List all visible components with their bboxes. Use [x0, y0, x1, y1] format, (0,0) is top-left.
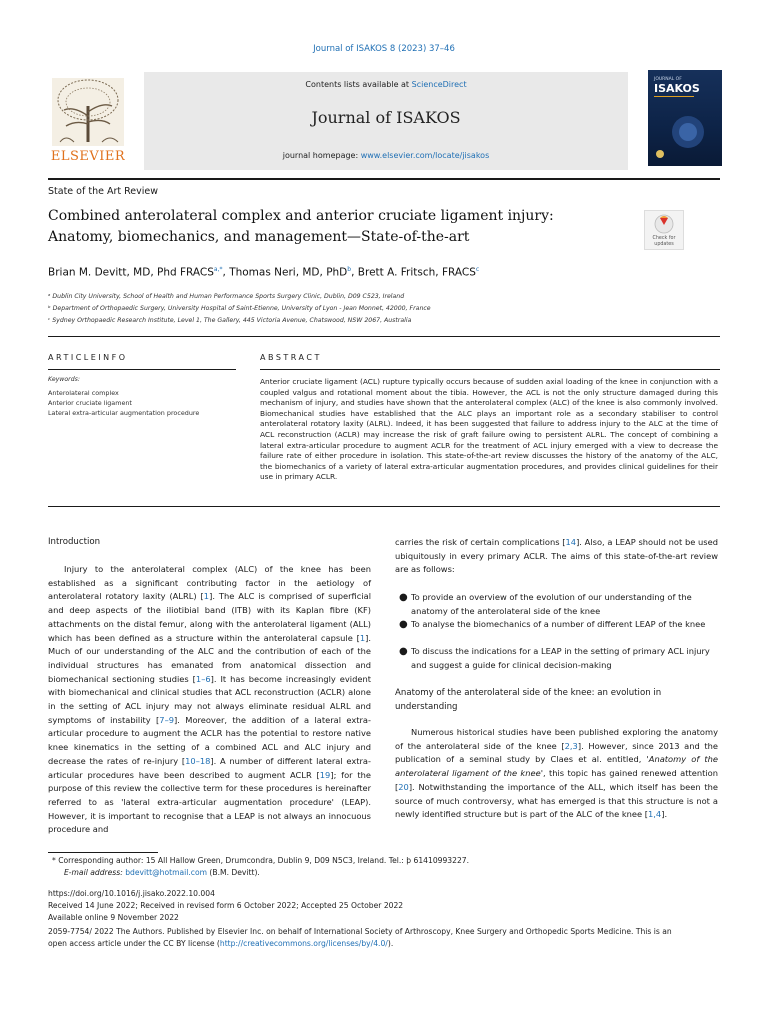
article-type: State of the Art Review	[48, 186, 158, 197]
affiliation-divider	[48, 336, 720, 337]
author-name: Thomas Neri, MD, PhD	[229, 266, 348, 279]
text-run: ].	[661, 809, 668, 820]
text-run: carries the risk of certain complications [	[395, 537, 566, 547]
journal-cover-image	[648, 70, 722, 166]
affiliation-c: ᶜ Sydney Orthopaedic Research Institute, Level 1, The Gallery, 445 Victoria Avenue, Chatswood, NSW 2067, Australia	[48, 317, 412, 324]
citation-link[interactable]: 7–9	[159, 714, 175, 725]
citation-link[interactable]: 1–6	[195, 673, 211, 684]
check-for-updates-button[interactable]	[644, 210, 684, 250]
citation-link[interactable]: 1	[359, 632, 366, 643]
text-run: ', this topic has gained renewed attention [	[395, 768, 718, 792]
affiliation-b: ᵇ Department of Orthopaedic Surgery, University Hospital of Saint-Etienne, University of Lyon - Jean Monnet, 42000, France	[48, 305, 431, 312]
author-list: Brian M. Devitt, MD, Phd $FRACS^{a,*}$, Thomas Neri, MD, PhD$^b$, Brett A. Fritsch, FRACS$^c$	[48, 266, 480, 279]
article-info-rule	[48, 369, 236, 370]
aims-bullet	[399, 645, 719, 673]
abstract-rule	[260, 369, 720, 370]
author-affiliation-marker[interactable]: b	[347, 266, 352, 273]
citation-link[interactable]: 14	[565, 537, 577, 547]
bullet-icon: ●	[399, 646, 408, 657]
citation-link[interactable]: 20	[398, 781, 409, 792]
introduction-heading: Introduction	[48, 537, 101, 547]
text-run: ]. Notwithstanding the importance of the ALL, which itself has been the source of much controversy, what has emerged is that this structure is not a newly identified structure but is part of the ALC of the knee [	[395, 781, 718, 820]
bullet-text: To analyse the biomechanics of a number of different LEAP of the knee	[411, 619, 706, 629]
received-dates: Received 14 June 2022; Received in revised form 6 October 2022; Accepted 25 October 2022	[48, 901, 404, 910]
text-run: ]; for the purpose of this review the collective term for these procedures is hereinafter referred to as 'lateral extra-articular augmentation procedure' (LEAP). However, it is important to recognise that a LEAP is not always an innocuous procedure and	[48, 769, 371, 835]
text-run: ]. A number of different lateral extra-articular procedures have been described to augment ACLR [	[48, 755, 371, 780]
homepage-link[interactable]: www.elsevier.com/locate/jisakos	[360, 151, 490, 160]
article-info-heading: ARTICLEINFO	[48, 353, 128, 362]
footnote-divider	[48, 852, 158, 853]
bullet-text: To provide an overview of the evolution of our understanding of the anatomy of the anterolateral side of the knee	[411, 592, 692, 616]
email-link[interactable]: bdevitt@hotmail.com	[125, 868, 208, 877]
homepage-prefix: journal homepage:	[282, 151, 361, 160]
author-name: Brett A. Fritsch, FRACS	[357, 266, 476, 279]
text-run: ]. Much of our understanding of the ALC and the contribution of each of the individual structures has emanated from anatomical dissection and biomechanical sectioning studies [	[48, 632, 371, 684]
email-line	[64, 868, 260, 877]
text-run: ]. The ALC is comprised of superficial and deep aspects of the iliotibial band (ITB) with its Kaplan fibre (KF) attachments on the distal femur, along with the anterolateral ligament (ALL) which has been defined as a structure within the anterolateral capsule [	[48, 591, 372, 643]
anatomy-heading: Anatomy of the anterolateral side of the knee: an evolution in understanding	[395, 688, 662, 712]
copyright-line-2	[48, 939, 393, 948]
elsevier-logo	[46, 76, 130, 166]
copyright-text: ).	[387, 939, 394, 948]
homepage-line	[144, 151, 628, 160]
corresponding-author-note: * Corresponding author: 15 All Hallow Green, Drumcondra, Dublin 9, D09 N5C3, Ireland. Tel.: þ 61410993227.	[52, 856, 470, 865]
available-online: Available online 9 November 2022	[48, 913, 179, 922]
email-label: E-mail address:	[64, 868, 126, 877]
journal-title: Journal of ISAKOS	[311, 108, 461, 127]
keyword-item: Lateral extra-articular augmentation procedure	[48, 409, 200, 417]
doi-link[interactable]: https://doi.org/10.1016/j.jisako.2022.10.004	[48, 889, 215, 898]
sciencedirect-link[interactable]: ScienceDirect	[411, 80, 467, 89]
journal-reference-link[interactable]: Journal of ISAKOS 8 (2023) 37–46	[313, 44, 455, 54]
copyright-text: open access article under the CC BY license (	[48, 939, 220, 948]
title-line-1: Combined anterolateral complex and anterior cruciate ligament injury:	[48, 208, 554, 224]
keywords-label: Keywords:	[48, 376, 80, 383]
bullet-text: To discuss the indications for a LEAP in the setting of primary ACL injury and suggest a guide for clinical decision-making	[411, 646, 710, 670]
text-run: ]. Moreover, the addition of a lateral extra-articular procedure to augment the ACLR has the potential to restore native knee kinematics in the setting of a combined ACL and ALC injury and decrease the rates of re-injury [	[48, 714, 372, 766]
anatomy-paragraph	[395, 726, 718, 822]
aims-paragraph	[395, 536, 718, 577]
aims-bullet	[399, 591, 719, 619]
introduction-paragraph	[48, 563, 371, 837]
citation-link[interactable]: 1,4	[648, 809, 662, 820]
cited-title: Anatomy of the anterolateral ligament of the knee	[395, 754, 719, 779]
svg-text:ISAKOS: ISAKOS	[654, 82, 700, 95]
license-link[interactable]: http://creativecommons.org/licenses/by/4.0/	[219, 939, 388, 948]
email-suffix: (B.M. Devitt).	[207, 868, 260, 877]
text-run: ]. However, since 2013 and the publication of a seminal study by Claes et al. entitled, '	[395, 740, 718, 765]
header-divider	[48, 178, 720, 180]
keyword-item: Anterolateral complex	[48, 389, 119, 397]
author-name: Brian M. Devitt, MD, Phd FRACS	[48, 266, 214, 279]
abstract-bottom-rule	[48, 506, 720, 507]
affiliation-a: ᵃ Dublin City University, School of Health and Human Performance Sports Surgery Clinic, Dublin, D09 C523, Ireland	[48, 293, 405, 300]
abstract-heading: ABSTRACT	[260, 353, 322, 362]
keyword-item: Anterior cruciate ligament	[48, 399, 132, 407]
author-affiliation-marker[interactable]: c	[475, 266, 480, 273]
text-run: Numerous historical studies have been published exploring the anatomy of the anterolateral side of the knee [	[395, 727, 718, 751]
copyright-line-1: 2059-7754/ 2022 The Authors. Published by Elsevier Inc. on behalf of International Society of Arthroscopy, Knee Surgery and Orthopedic Sports Medicine. This is an	[48, 927, 672, 936]
elsevier-wordmark: ELSEVIER	[50, 149, 126, 164]
text-run: Injury to the anterolateral complex (ALC) of the knee has been established as a significant contributing factor in the aetiology of anterolateral rotatory laxity (ALRL) [	[48, 564, 371, 602]
check-updates-label: Check for updates	[652, 236, 676, 247]
aims-bullet	[399, 618, 719, 646]
title-line-2: Anatomy, biomechanics, and management—State-of-the-art	[48, 229, 470, 245]
citation-link[interactable]: 2,3	[564, 740, 578, 751]
contents-prefix: Contents lists available at	[305, 80, 412, 89]
bullet-icon: ●	[399, 619, 408, 630]
text-run: ]. Also, a LEAP should not be used ubiquitously in every primary ACLR. The aims of this state-of-the-art review are as follows:	[395, 537, 718, 575]
article-title	[48, 206, 628, 248]
svg-text:JOURNAL OF: JOURNAL OF	[654, 77, 682, 82]
bullet-icon: ●	[399, 592, 408, 603]
citation-link[interactable]: 1	[203, 591, 210, 602]
text-run: ]. It has become increasingly evident with biomechanical and clinical studies that ACL reconstruction (ACLR) alone in the setting of ACL injury may not always eliminate residual ALRL and symptoms of instability [	[48, 673, 371, 725]
abstract-text: Anterior cruciate ligament (ACL) rupture typically occurs because of sudden axial loading of the knee in conjunction with a coupled valgus and rotational moment about the tibia. However, the ACL is not the only structure damaged during this mechanism of injury, and studies have shown that the anterolateral complex (ALC) of the knee is also commonly involved. Biomechanical studies have established that the ALC plays an important role as a secondary stabiliser to control anterolateral rotatory laxity (ALRL). Indeed, it has been suggested that failure to address injury to the ALC at the time of ACL reconstruction (ACLR) may increase the risk of graft failure owing to persistent ALRL. The concept of combining a lateral extra-articular procedure to augment ACLR for the treatment of ACL injury emerged with a view to decrease the failure rate of either procedure in isolation. This state-of-the-art review discusses the history of the anatomy of the ALC, the biomechanics of a variety of lateral extra-articular augmentation procedures, and provides clinical guidelines for their use in primary ACLR.	[260, 377, 718, 482]
citation-link[interactable]: 19	[319, 769, 331, 780]
contents-line	[144, 80, 628, 89]
author-affiliation-marker[interactable]: a,*	[213, 266, 223, 273]
citation-link[interactable]: 10–18	[185, 755, 211, 766]
